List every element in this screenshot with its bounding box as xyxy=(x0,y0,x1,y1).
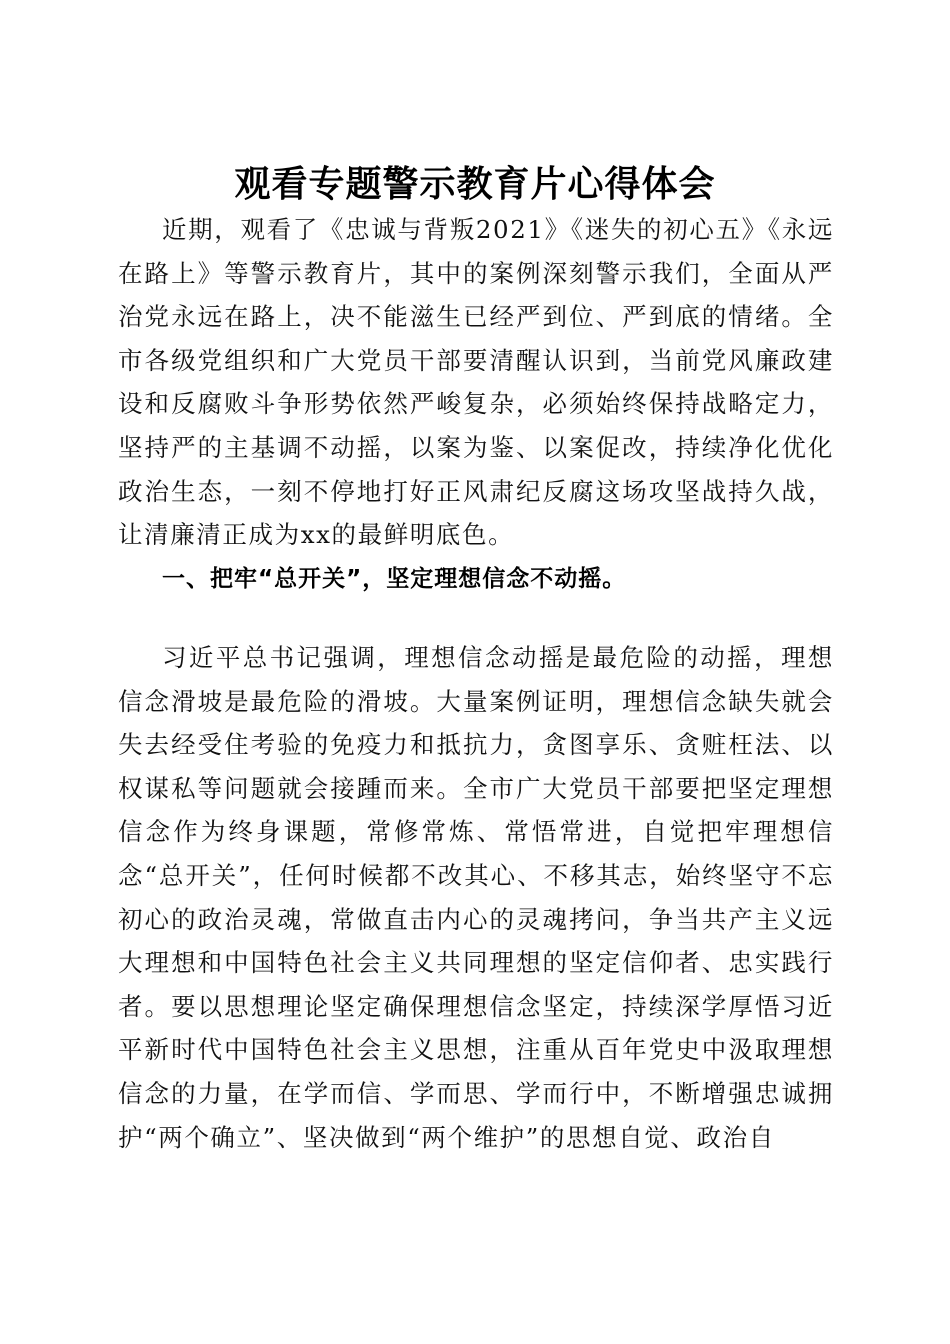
intro-paragraph: 近期，观看了《忠诚与背叛2021》《迷失的初心五》《永远在路上》等警示教育片，其中的案例深刻警示我们，全面从严治党永远在路上，决不能滋生已经严到位、严到底的情绪。全市各级党组织和广大党员干部要清醒认识到，当前党风廉政建设和反腐败斗争形势依然严峻复杂，必须始终保持战略定力，坚持严的主基调不动摇，以案为鉴、以案促改，持续净化优化政治生态，一刻不停地打好正风肃纪反腐这场攻坚战持久战，让清廉清正成为xx的最鲜明底色。 xyxy=(118,215,834,550)
document-title: 观看专题警示教育片心得体会 xyxy=(234,163,716,206)
section-paragraph: 习近平总书记强调，理想信念动摇是最危险的动摇，理想信念滑坡是最危险的滑坡。大量案例证明，理想信念缺失就会失去经受住考验的免疫力和抵抗力，贪图享乐、贪赃枉法、以权谋私等问题就会接踵而来。全市广大党员干部要把坚定理想信念作为终身课题，常修常炼、常悟常进，自觉把牢理想信念“总开关”，任何时候都不改其心、不移其志，始终坚守不忘初心的政治灵魂，常做直击内心的灵魂拷问，争当共产主义远大理想和中国特色社会主义共同理想的坚定信仰者、忠实践行者。要以思想理论坚定确保理想信念坚定，持续深学厚悟习近平新时代中国特色社会主义思想，注重从百年党史中汲取理想信念的力量，在学而信、学而思、学而行中，不断增强忠诚拥护“两个确立”、坚决做到“两个维护”的思想自觉、政治自 xyxy=(118,643,834,1152)
section-heading: 一、把牢“总开关”，坚定理想信念不动摇。 xyxy=(162,566,627,592)
